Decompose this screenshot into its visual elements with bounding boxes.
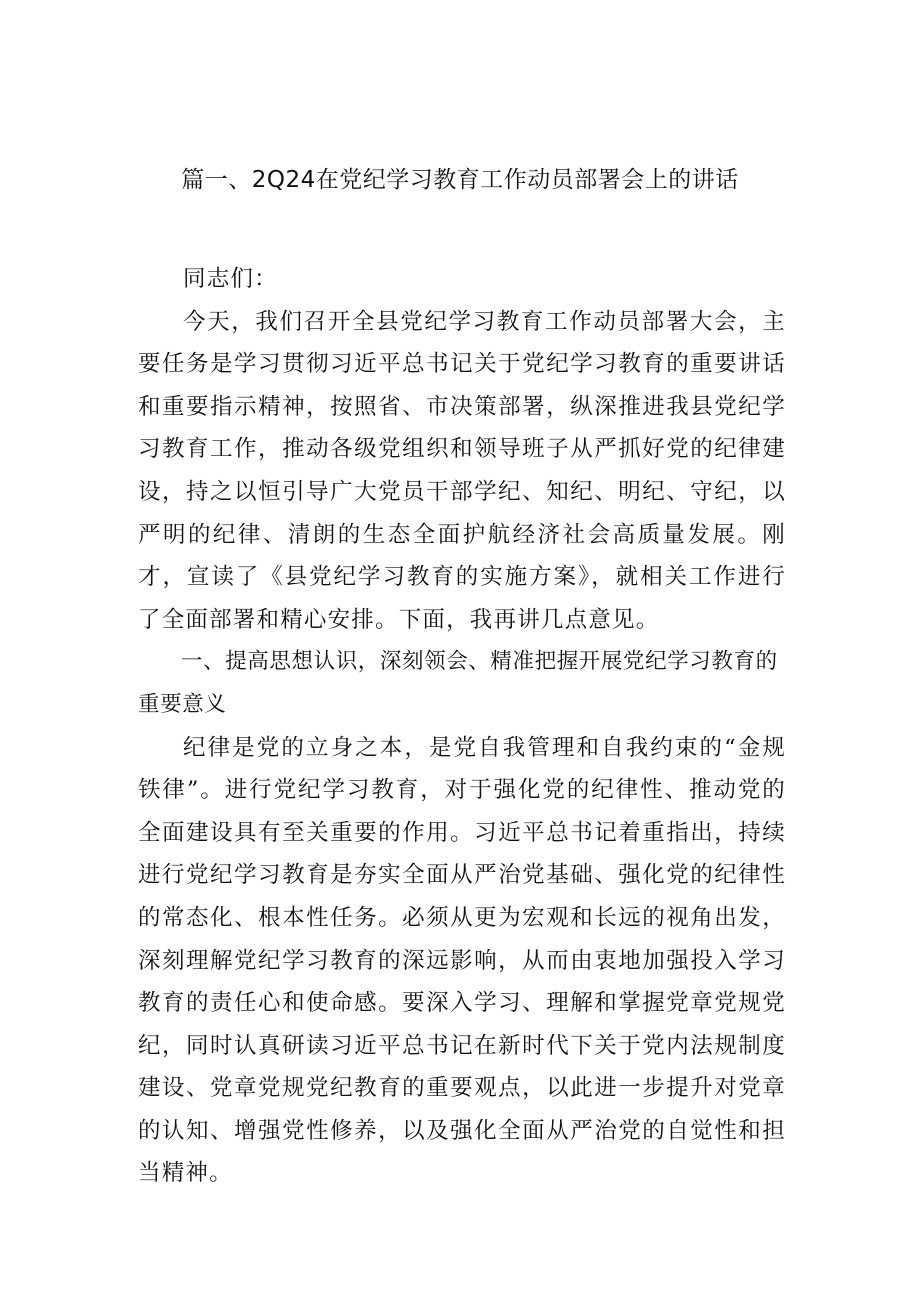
paragraph-intro: 今天，我们召开全县党纪学习教育工作动员部署大会，主要任务是学习贯彻习近平总书记关于党纪学习教育的重要讲话和重要指示精神，按照省、市决策部署，纵深推进我县党纪学习教育工作，推动各级党组织和领导班子从严抓好党的纪律建设，持之以恒引导广大党员干部学纪、知纪、明纪、守纪，以严明的纪律、清朗的生态全面护航经济社会高质量发展。刚才，宣读了《县党纪学习教育的实施方案》，就相关工作进行了全面部署和精心安排。下面，我再讲几点意见。	[138, 308, 786, 633]
salutation: 同志们：	[183, 266, 278, 292]
document-title: 篇一、2Q24在党纪学习教育工作动员部署会上的讲话	[181, 167, 739, 193]
section-heading-1: 一、提高思想认识，深刻领会、精准把握开展党纪学习教育的重要意义	[138, 649, 778, 717]
paragraph-discipline: 纪律是党的立身之本，是党自我管理和自我约束的“金规铁律”。进行党纪学习教育，对于强化党的纪律性、推动党的全面建设具有至关重要的作用。习近平总书记着重指出，持续进行党纪学习教育是夯实全面从严治党基础、强化党的纪律性的常态化、根本性任务。必须从更为宏观和长远的视角出发，深刻理解党纪学习教育的深远影响，从而由衷地加强投入学习教育的责任心和使命感。要深入学习、理解和掌握党章党规党纪，同时认真研读习近平总书记在新时代下关于党内法规制度建设、党章党规党纪教育的重要观点，以此进一步提升对党章的认知、增强党性修养，以及强化全面从严治党的自觉性和担当精神。	[138, 734, 786, 1187]
document-body	[138, 258, 786, 1195]
